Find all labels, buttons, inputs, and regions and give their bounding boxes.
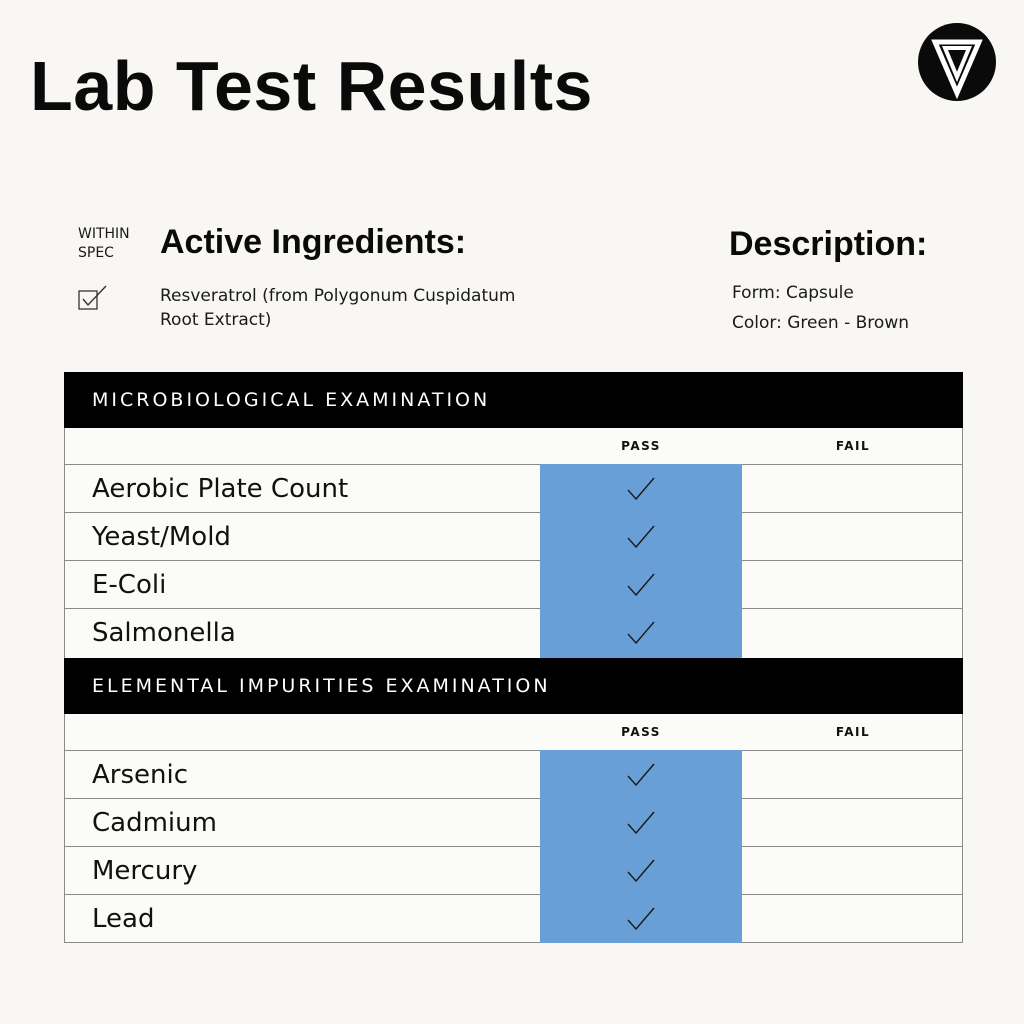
table-row [64,609,963,658]
test-name: E-Coli [92,569,167,600]
pass-cell [540,894,742,943]
fail-cell [742,751,963,798]
pass-cell [540,512,742,561]
test-name: Mercury [92,855,198,886]
table-row [64,465,963,513]
fail-cell [742,847,963,894]
brand-logo-v-icon [918,23,996,101]
table-row [64,847,963,895]
within-spec-label-line1: WITHIN [78,226,130,242]
fail-cell [742,561,963,608]
description-color: Color: Green - Brown [732,313,909,333]
table-row [64,895,963,943]
active-ingredient-line2: Root Extract) [160,310,272,330]
active-ingredients-title: Active Ingredients: [160,223,467,261]
pass-column-header: PASS [621,439,661,453]
fail-column-header: FAIL [835,725,871,739]
checkmark-icon [626,762,656,788]
column-header-row [64,428,963,465]
checkmark-icon [626,858,656,884]
test-name: Cadmium [92,807,217,838]
checkmark-icon [626,810,656,836]
table-row [64,561,963,609]
checkbox-checked-icon [78,284,108,312]
test-name: Yeast/Mold [92,521,231,552]
pass-cell [540,608,742,658]
within-spec-label-line2: SPEC [78,245,114,261]
pass-cell [540,750,742,799]
checkmark-icon [626,524,656,550]
test-name: Salmonella [92,617,236,648]
fail-cell [742,799,963,846]
table-row [64,751,963,799]
description-title: Description: [729,225,928,263]
test-name: Arsenic [92,759,189,790]
section-header: MICROBIOLOGICAL EXAMINATION [64,372,963,428]
elemental-impurities-table [64,658,963,943]
pass-cell [540,560,742,609]
fail-cell [742,895,963,942]
pass-column-header: PASS [621,725,661,739]
checkmark-icon [626,620,656,646]
active-ingredient-line1: Resveratrol (from Polygonum Cuspidatum [160,286,516,306]
page-title: Lab Test Results [30,47,593,125]
checkmark-icon [626,906,656,932]
microbiological-table [64,372,963,658]
fail-cell [742,465,963,512]
section-header: ELEMENTAL IMPURITIES EXAMINATION [64,658,963,714]
fail-cell [742,609,963,658]
fail-cell [742,513,963,560]
active-ingredients-text [160,284,540,332]
checkmark-icon [626,572,656,598]
within-spec-label [78,225,148,263]
test-name: Lead [92,903,155,934]
pass-cell [540,464,742,513]
table-row [64,513,963,561]
column-header-row [64,714,963,751]
fail-column-header: FAIL [835,439,871,453]
checkmark-icon [626,476,656,502]
description-form: Form: Capsule [732,283,854,303]
pass-cell [540,798,742,847]
table-row [64,799,963,847]
test-name: Aerobic Plate Count [92,473,349,504]
pass-cell [540,846,742,895]
